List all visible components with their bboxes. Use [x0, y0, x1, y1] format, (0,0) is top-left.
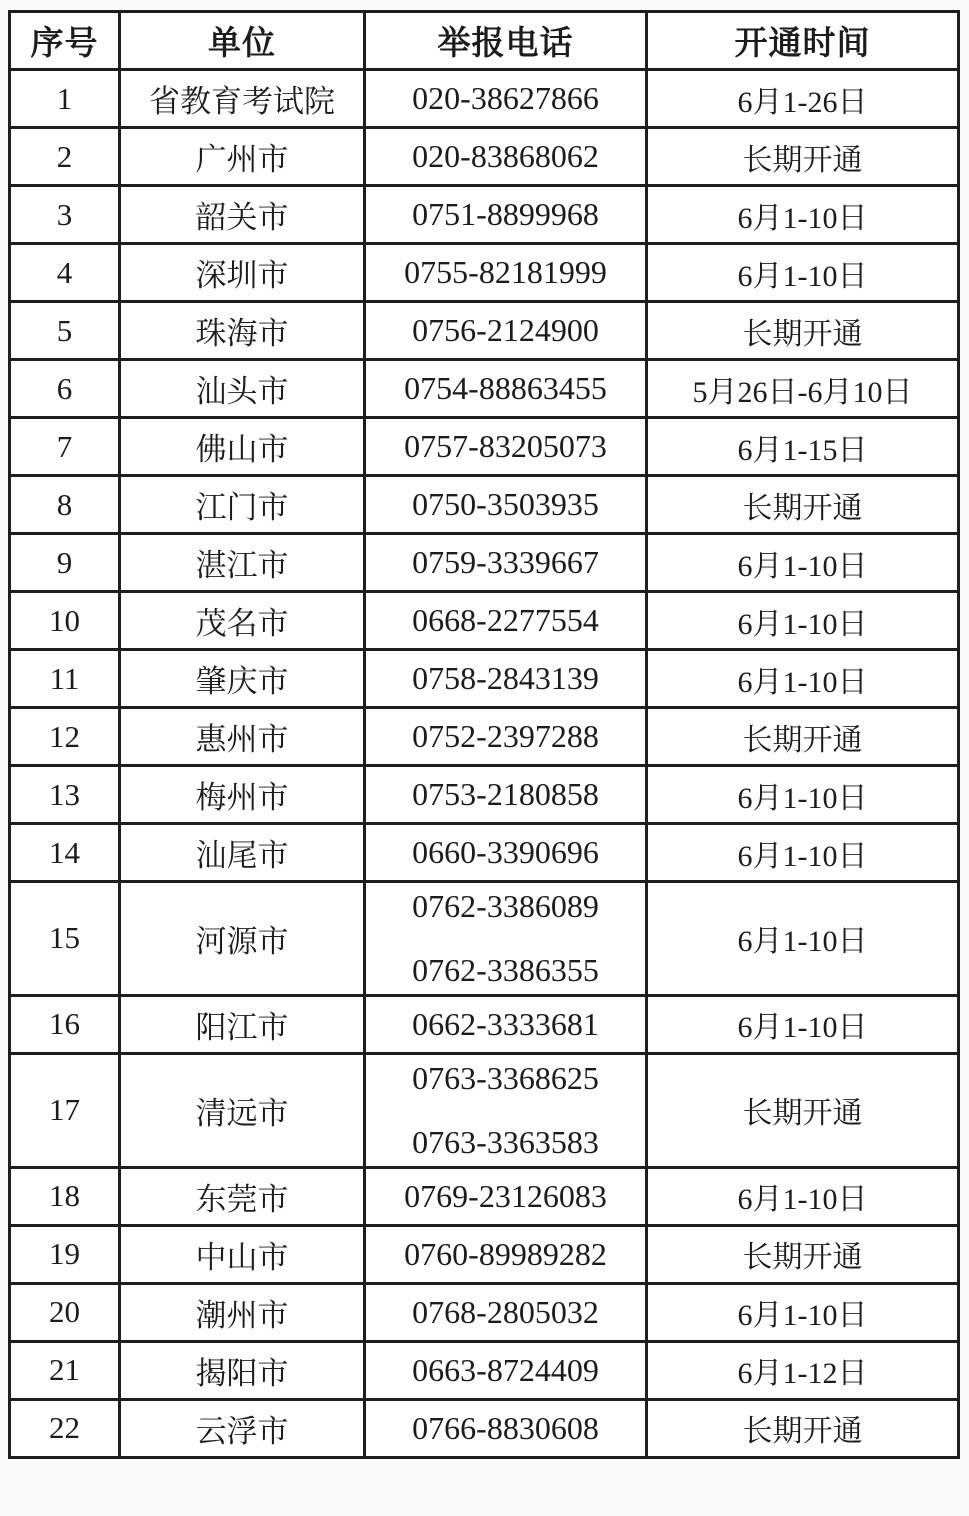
phone-cell: [365, 1283, 647, 1341]
phone-number: 0754-88863455: [404, 370, 607, 407]
phone-number: 020-38627866: [412, 80, 599, 117]
phone-number: 020-83868062: [412, 138, 599, 175]
row-index-cell: 1: [10, 70, 120, 128]
phone-number: 0757-83205073: [404, 428, 607, 465]
table-row: [10, 1225, 959, 1283]
phone-number: 0758-2843139: [412, 660, 599, 697]
unit-cell: 东莞市: [120, 1167, 365, 1225]
time-cell: 6月1-10日: [647, 1283, 959, 1341]
phone-cell: [365, 766, 647, 824]
phone-cell: [365, 534, 647, 592]
table-row: [10, 650, 959, 708]
phone-cell: [365, 1341, 647, 1399]
row-index-cell: 8: [10, 476, 120, 534]
unit-cell: 珠海市: [120, 302, 365, 360]
table-row: [10, 995, 959, 1053]
unit-cell: 江门市: [120, 476, 365, 534]
row-index-cell: 10: [10, 592, 120, 650]
phone-cell: [365, 882, 647, 996]
row-index-cell: 18: [10, 1167, 120, 1225]
row-index-cell: 19: [10, 1225, 120, 1283]
time-cell: 长期开通: [647, 302, 959, 360]
time-cell: 6月1-10日: [647, 1167, 959, 1225]
phone-cell: [365, 1225, 647, 1283]
phone-number: 0668-2277554: [412, 602, 599, 639]
phone-number: 0769-23126083: [404, 1177, 607, 1214]
phone-number: 0663-8724409: [412, 1351, 599, 1388]
table-row: [10, 476, 959, 534]
table-row: [10, 708, 959, 766]
row-index-cell: 15: [10, 882, 120, 996]
phone-cell: [365, 186, 647, 244]
time-cell: 长期开通: [647, 476, 959, 534]
row-index-cell: 17: [10, 1053, 120, 1167]
phone-number: 0763-3363583: [412, 1124, 599, 1161]
unit-cell: 云浮市: [120, 1399, 365, 1457]
phone-cell: [365, 824, 647, 882]
phone-cell: [365, 995, 647, 1053]
table-row: [10, 418, 959, 476]
time-cell: 6月1-10日: [647, 995, 959, 1053]
phone-number: 0766-8830608: [412, 1409, 599, 1446]
unit-cell: 韶关市: [120, 186, 365, 244]
row-index-cell: 21: [10, 1341, 120, 1399]
time-cell: 长期开通: [647, 1053, 959, 1167]
col-header-phone: 举报电话: [365, 12, 647, 70]
table-row: [10, 302, 959, 360]
phone-cell: [365, 128, 647, 186]
phone-number: 0753-2180858: [412, 776, 599, 813]
phone-number: 0763-3368625: [412, 1059, 599, 1096]
phone-cell: [365, 1053, 647, 1167]
unit-cell: 深圳市: [120, 244, 365, 302]
time-cell: 6月1-10日: [647, 824, 959, 882]
phone-number: 0768-2805032: [412, 1293, 599, 1330]
row-index-cell: 2: [10, 128, 120, 186]
time-cell: 长期开通: [647, 1399, 959, 1457]
phone-number: 0760-89989282: [404, 1235, 607, 1272]
table-row: [10, 592, 959, 650]
time-cell: 6月1-12日: [647, 1341, 959, 1399]
unit-cell: 广州市: [120, 128, 365, 186]
phone-number: 0762-3386355: [412, 952, 599, 989]
time-cell: 6月1-10日: [647, 244, 959, 302]
row-index-cell: 13: [10, 766, 120, 824]
row-index-cell: 6: [10, 360, 120, 418]
unit-cell: 汕尾市: [120, 824, 365, 882]
unit-cell: 揭阳市: [120, 1341, 365, 1399]
phone-number: 0762-3386089: [412, 888, 599, 924]
table-row: [10, 244, 959, 302]
unit-cell: 阳江市: [120, 995, 365, 1053]
unit-cell: 汕头市: [120, 360, 365, 418]
phone-number: 0751-8899968: [412, 196, 599, 233]
hotline-table: [8, 10, 960, 1459]
unit-cell: 潮州市: [120, 1283, 365, 1341]
row-index-cell: 5: [10, 302, 120, 360]
time-cell: 5月26日-6月10日: [647, 360, 959, 418]
table-row: [10, 360, 959, 418]
phone-number: 0750-3503935: [412, 486, 599, 523]
unit-cell: 肇庆市: [120, 650, 365, 708]
row-index-cell: 9: [10, 534, 120, 592]
col-header-index: 序号: [10, 12, 120, 70]
time-cell: 长期开通: [647, 1225, 959, 1283]
time-cell: 6月1-10日: [647, 534, 959, 592]
phone-cell: [365, 1399, 647, 1457]
phone-number: 0755-82181999: [404, 254, 607, 291]
table-row: [10, 534, 959, 592]
phone-cell: [365, 360, 647, 418]
time-cell: 6月1-26日: [647, 70, 959, 128]
row-index-cell: 3: [10, 186, 120, 244]
phone-cell: [365, 708, 647, 766]
table-row: [10, 1053, 959, 1167]
unit-cell: 梅州市: [120, 766, 365, 824]
time-cell: 6月1-15日: [647, 418, 959, 476]
table-row: [10, 1167, 959, 1225]
time-cell: 6月1-10日: [647, 592, 959, 650]
table-row: [10, 824, 959, 882]
row-index-cell: 20: [10, 1283, 120, 1341]
table-row: [10, 766, 959, 824]
unit-cell: 省教育考试院: [120, 70, 365, 128]
time-cell: 6月1-10日: [647, 882, 959, 996]
unit-cell: 佛山市: [120, 418, 365, 476]
time-cell: 6月1-10日: [647, 650, 959, 708]
unit-cell: 湛江市: [120, 534, 365, 592]
unit-cell: 清远市: [120, 1053, 365, 1167]
time-cell: 长期开通: [647, 708, 959, 766]
table-row: [10, 128, 959, 186]
unit-cell: 河源市: [120, 882, 365, 996]
unit-cell: 中山市: [120, 1225, 365, 1283]
phone-cell: [365, 302, 647, 360]
table-row: [10, 1399, 959, 1457]
phone-cell: [365, 476, 647, 534]
phone-cell: [365, 1167, 647, 1225]
row-index-cell: 22: [10, 1399, 120, 1457]
row-index-cell: 16: [10, 995, 120, 1053]
row-index-cell: 4: [10, 244, 120, 302]
row-index-cell: 14: [10, 824, 120, 882]
unit-cell: 茂名市: [120, 592, 365, 650]
time-cell: 6月1-10日: [647, 766, 959, 824]
phone-number: 0759-3339667: [412, 544, 599, 581]
header-row: [10, 12, 959, 70]
row-index-cell: 11: [10, 650, 120, 708]
phone-number: 0662-3333681: [412, 1006, 599, 1043]
table-row: [10, 70, 959, 128]
time-cell: 长期开通: [647, 128, 959, 186]
unit-cell: 惠州市: [120, 708, 365, 766]
phone-number: 0752-2397288: [412, 718, 599, 755]
phone-cell: [365, 650, 647, 708]
phone-number: 0660-3390696: [412, 834, 599, 871]
table-row: [10, 1341, 959, 1399]
phone-number: 0756-2124900: [412, 312, 599, 349]
col-header-time: 开通时间: [647, 12, 959, 70]
phone-cell: [365, 418, 647, 476]
table-row: [10, 186, 959, 244]
table-row: [10, 1283, 959, 1341]
row-index-cell: 7: [10, 418, 120, 476]
col-header-unit: 单位: [120, 12, 365, 70]
phone-cell: [365, 244, 647, 302]
row-index-cell: 12: [10, 708, 120, 766]
phone-cell: [365, 70, 647, 128]
table-row: [10, 882, 959, 996]
phone-cell: [365, 592, 647, 650]
time-cell: 6月1-10日: [647, 186, 959, 244]
